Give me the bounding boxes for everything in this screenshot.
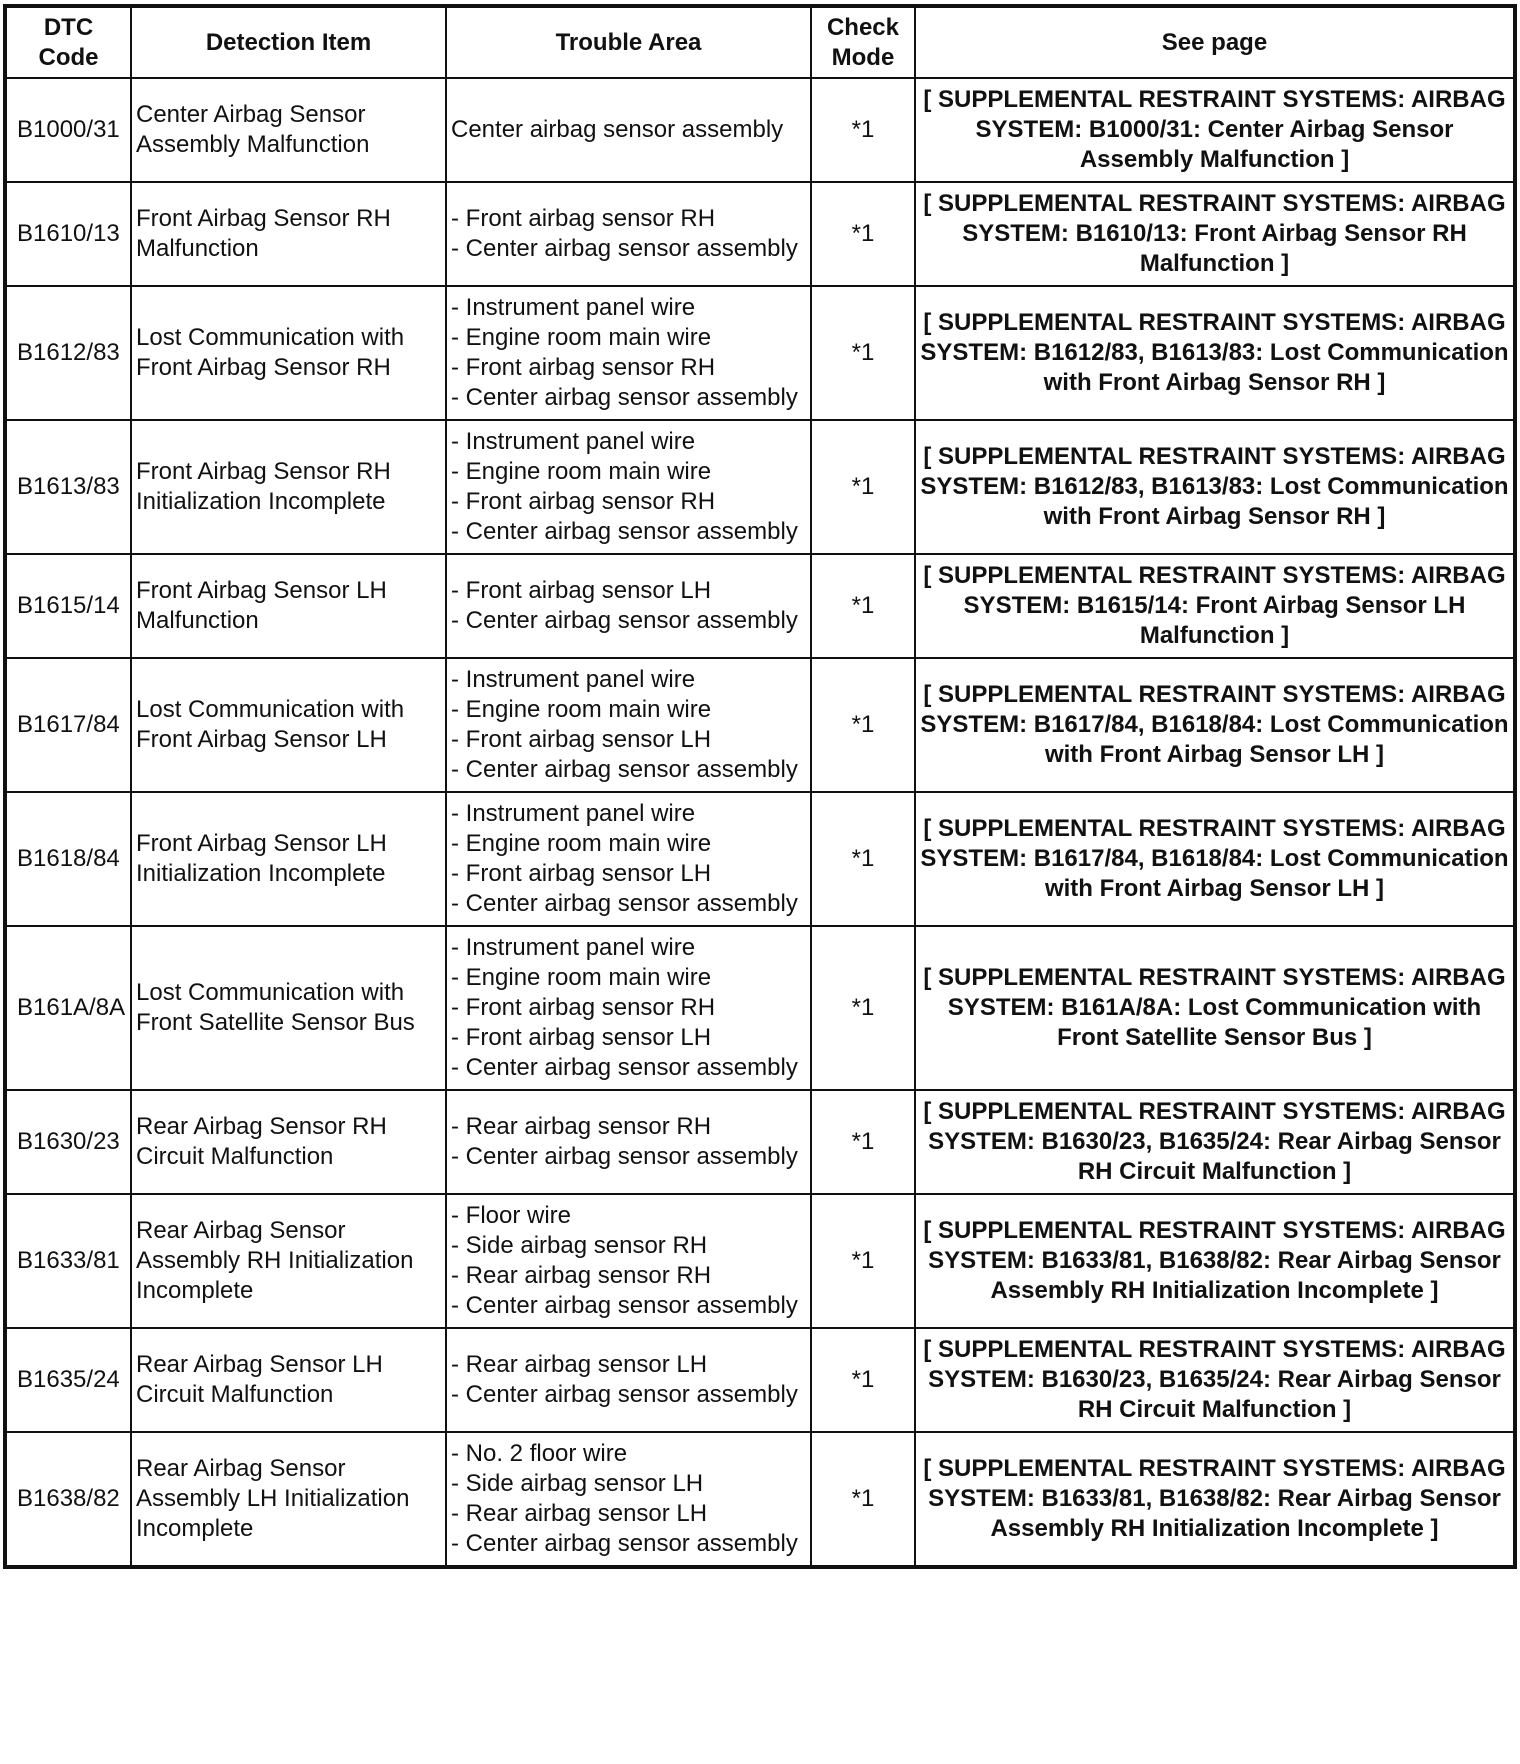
dtc-code-cell: B1613/83: [5, 420, 131, 554]
see-page-link[interactable]: [ SUPPLEMENTAL RESTRAINT SYSTEMS: AIRBAG SYSTEM: B1617/84, B1618/84: Lost Communication with Front Airbag Sensor LH ]: [915, 792, 1515, 926]
dtc-code-cell: B161A/8A: [5, 926, 131, 1090]
table-row: [5, 1194, 1515, 1328]
trouble-area-line: - Center airbag sensor assembly: [451, 384, 798, 411]
trouble-area-line: - Instrument panel wire: [451, 934, 696, 961]
see-page-link[interactable]: [ SUPPLEMENTAL RESTRAINT SYSTEMS: AIRBAG SYSTEM: B1633/81, B1638/82: Rear Airbag Sensor Assembly RH Initialization Incomplete ]: [915, 1432, 1515, 1567]
trouble-area-line: - Engine room main wire: [451, 458, 712, 485]
check-mode-cell: *1: [811, 926, 915, 1090]
trouble-area-line: - No. 2 floor wire: [451, 1440, 628, 1467]
trouble-area-line: - Side airbag sensor RH: [451, 1232, 708, 1259]
detection-item-cell: Center Airbag Sensor Assembly Malfunction: [131, 78, 446, 182]
trouble-area-line: - Engine room main wire: [451, 324, 712, 351]
trouble-area-line: - Rear airbag sensor LH: [451, 1351, 708, 1378]
dtc-code-cell: B1617/84: [5, 658, 131, 792]
check-mode-cell: *1: [811, 286, 915, 420]
table-row: [5, 658, 1515, 792]
check-mode-cell: *1: [811, 792, 915, 926]
header-check-mode: Check Mode: [811, 6, 915, 78]
table-row: [5, 78, 1515, 182]
header-row: [5, 6, 1515, 78]
trouble-area-line: - Side airbag sensor LH: [451, 1470, 704, 1497]
trouble-area-line: - Center airbag sensor assembly: [451, 1381, 798, 1408]
table-row: [5, 1090, 1515, 1194]
trouble-area-line: - Front airbag sensor LH: [451, 726, 712, 753]
trouble-area-line: - Center airbag sensor assembly: [451, 518, 798, 545]
dtc-code-cell: B1615/14: [5, 554, 131, 658]
dtc-table: [3, 4, 1517, 1569]
see-page-link[interactable]: [ SUPPLEMENTAL RESTRAINT SYSTEMS: AIRBAG SYSTEM: B1610/13: Front Airbag Sensor RH Malfunction ]: [915, 182, 1515, 286]
trouble-area-line: - Center airbag sensor assembly: [451, 1054, 798, 1081]
detection-item-cell: Front Airbag Sensor LH Malfunction: [131, 554, 446, 658]
trouble-area-cell: [446, 1194, 811, 1328]
header-detection-item: Detection Item: [131, 6, 446, 78]
trouble-area-line: - Front airbag sensor RH: [451, 354, 716, 381]
dtc-code-cell: B1635/24: [5, 1328, 131, 1432]
dtc-code-cell: B1630/23: [5, 1090, 131, 1194]
check-mode-cell: *1: [811, 420, 915, 554]
trouble-area-cell: [446, 926, 811, 1090]
header-dtc-code: DTC Code: [5, 6, 131, 78]
check-mode-cell: *1: [811, 1194, 915, 1328]
table-row: [5, 554, 1515, 658]
trouble-area-line: - Engine room main wire: [451, 964, 712, 991]
dtc-code-cell: B1633/81: [5, 1194, 131, 1328]
trouble-area-line: - Front airbag sensor RH: [451, 488, 716, 515]
trouble-area-line: - Instrument panel wire: [451, 800, 696, 827]
table-row: [5, 1328, 1515, 1432]
detection-item-cell: Rear Airbag Sensor Assembly LH Initialization Incomplete: [131, 1432, 446, 1567]
table-row: [5, 286, 1515, 420]
check-mode-cell: *1: [811, 554, 915, 658]
trouble-area-line: - Center airbag sensor assembly: [451, 1292, 798, 1319]
trouble-area-line: - Center airbag sensor assembly: [451, 607, 798, 634]
detection-item-cell: Rear Airbag Sensor LH Circuit Malfunction: [131, 1328, 446, 1432]
dtc-code-cell: B1000/31: [5, 78, 131, 182]
trouble-area-line: - Rear airbag sensor RH: [451, 1113, 712, 1140]
see-page-link[interactable]: [ SUPPLEMENTAL RESTRAINT SYSTEMS: AIRBAG SYSTEM: B1612/83, B1613/83: Lost Communication with Front Airbag Sensor RH ]: [915, 286, 1515, 420]
trouble-area-cell: [446, 792, 811, 926]
trouble-area-line: - Instrument panel wire: [451, 666, 696, 693]
detection-item-cell: Lost Communication with Front Airbag Sensor RH: [131, 286, 446, 420]
trouble-area-line: - Front airbag sensor RH: [451, 994, 716, 1021]
detection-item-cell: Rear Airbag Sensor Assembly RH Initialization Incomplete: [131, 1194, 446, 1328]
trouble-area-line: - Instrument panel wire: [451, 294, 696, 321]
trouble-area-line: Center airbag sensor assembly: [451, 116, 784, 143]
detection-item-cell: Rear Airbag Sensor RH Circuit Malfunction: [131, 1090, 446, 1194]
dtc-code-cell: B1612/83: [5, 286, 131, 420]
table-body: [5, 78, 1515, 1567]
table-row: [5, 926, 1515, 1090]
check-mode-cell: *1: [811, 1432, 915, 1567]
table-row: [5, 792, 1515, 926]
trouble-area-cell: [446, 420, 811, 554]
see-page-link[interactable]: [ SUPPLEMENTAL RESTRAINT SYSTEMS: AIRBAG SYSTEM: B1633/81, B1638/82: Rear Airbag Sensor Assembly RH Initialization Incomplete ]: [915, 1194, 1515, 1328]
check-mode-cell: *1: [811, 1090, 915, 1194]
trouble-area-line: - Engine room main wire: [451, 696, 712, 723]
trouble-area-cell: [446, 658, 811, 792]
trouble-area-line: - Center airbag sensor assembly: [451, 890, 798, 917]
trouble-area-line: - Center airbag sensor assembly: [451, 235, 798, 262]
trouble-area-cell: [446, 554, 811, 658]
trouble-area-line: - Center airbag sensor assembly: [451, 756, 798, 783]
trouble-area-line: - Front airbag sensor LH: [451, 577, 712, 604]
trouble-area-cell: [446, 78, 811, 182]
trouble-area-line: - Center airbag sensor assembly: [451, 1530, 798, 1557]
dtc-table-container: [3, 4, 1513, 1569]
table-row: [5, 1432, 1515, 1567]
detection-item-cell: Lost Communication with Front Airbag Sensor LH: [131, 658, 446, 792]
see-page-link[interactable]: [ SUPPLEMENTAL RESTRAINT SYSTEMS: AIRBAG SYSTEM: B1617/84, B1618/84: Lost Communication with Front Airbag Sensor LH ]: [915, 658, 1515, 792]
check-mode-cell: *1: [811, 182, 915, 286]
table-row: [5, 182, 1515, 286]
detection-item-cell: Front Airbag Sensor RH Initialization Incomplete: [131, 420, 446, 554]
trouble-area-line: - Rear airbag sensor RH: [451, 1262, 712, 1289]
trouble-area-line: - Rear airbag sensor LH: [451, 1500, 708, 1527]
detection-item-cell: Front Airbag Sensor LH Initialization Incomplete: [131, 792, 446, 926]
trouble-area-line: - Instrument panel wire: [451, 428, 696, 455]
see-page-link[interactable]: [ SUPPLEMENTAL RESTRAINT SYSTEMS: AIRBAG SYSTEM: B161A/8A: Lost Communication with Front Satellite Sensor Bus ]: [915, 926, 1515, 1090]
table-header: [5, 6, 1515, 78]
check-mode-cell: *1: [811, 78, 915, 182]
see-page-link[interactable]: [ SUPPLEMENTAL RESTRAINT SYSTEMS: AIRBAG SYSTEM: B1630/23, B1635/24: Rear Airbag Sensor RH Circuit Malfunction ]: [915, 1328, 1515, 1432]
see-page-link[interactable]: [ SUPPLEMENTAL RESTRAINT SYSTEMS: AIRBAG SYSTEM: B1630/23, B1635/24: Rear Airbag Sensor RH Circuit Malfunction ]: [915, 1090, 1515, 1194]
trouble-area-line: - Front airbag sensor LH: [451, 860, 712, 887]
see-page-link[interactable]: [ SUPPLEMENTAL RESTRAINT SYSTEMS: AIRBAG SYSTEM: B1615/14: Front Airbag Sensor LH Malfunction ]: [915, 554, 1515, 658]
dtc-code-cell: B1638/82: [5, 1432, 131, 1567]
table-row: [5, 420, 1515, 554]
trouble-area-line: - Center airbag sensor assembly: [451, 1143, 798, 1170]
trouble-area-line: - Front airbag sensor LH: [451, 1024, 712, 1051]
trouble-area-cell: [446, 1328, 811, 1432]
see-page-link[interactable]: [ SUPPLEMENTAL RESTRAINT SYSTEMS: AIRBAG SYSTEM: B1000/31: Center Airbag Sensor Assembly Malfunction ]: [915, 78, 1515, 182]
trouble-area-cell: [446, 286, 811, 420]
check-mode-cell: *1: [811, 1328, 915, 1432]
header-trouble-area: Trouble Area: [446, 6, 811, 78]
trouble-area-line: - Floor wire: [451, 1202, 572, 1229]
dtc-code-cell: B1610/13: [5, 182, 131, 286]
check-mode-cell: *1: [811, 658, 915, 792]
trouble-area-cell: [446, 182, 811, 286]
trouble-area-line: - Engine room main wire: [451, 830, 712, 857]
detection-item-cell: Front Airbag Sensor RH Malfunction: [131, 182, 446, 286]
see-page-link[interactable]: [ SUPPLEMENTAL RESTRAINT SYSTEMS: AIRBAG SYSTEM: B1612/83, B1613/83: Lost Communication with Front Airbag Sensor RH ]: [915, 420, 1515, 554]
trouble-area-cell: [446, 1432, 811, 1567]
trouble-area-line: - Front airbag sensor RH: [451, 205, 716, 232]
detection-item-cell: Lost Communication with Front Satellite Sensor Bus: [131, 926, 446, 1090]
dtc-code-cell: B1618/84: [5, 792, 131, 926]
header-see-page: See page: [915, 6, 1515, 78]
trouble-area-cell: [446, 1090, 811, 1194]
